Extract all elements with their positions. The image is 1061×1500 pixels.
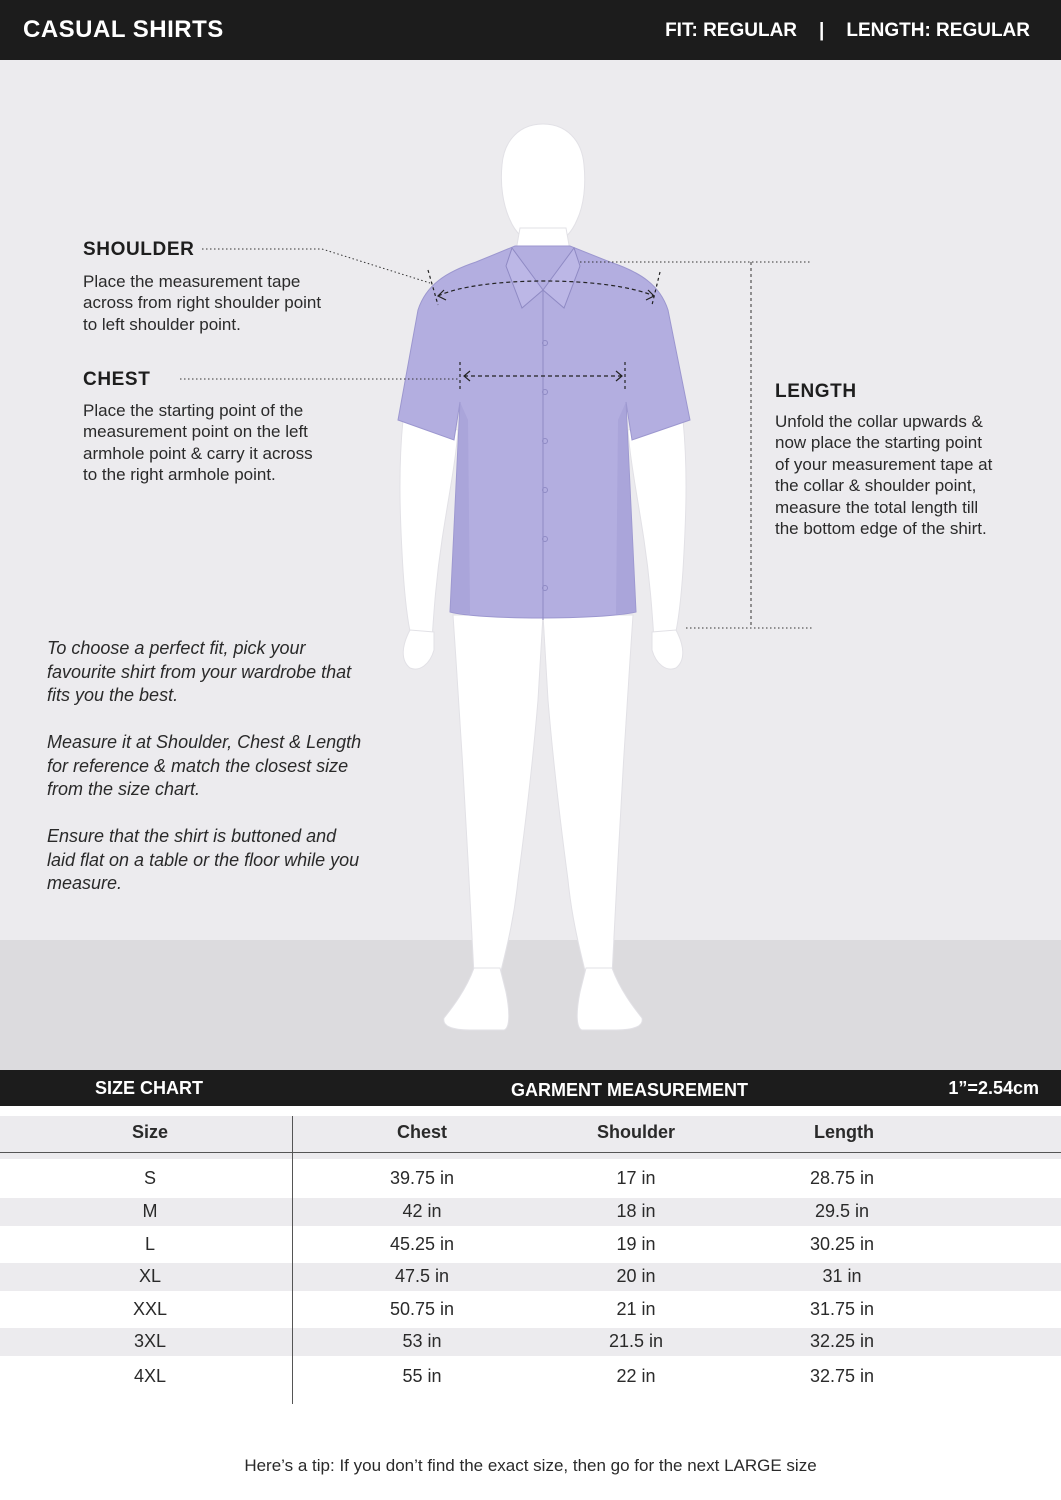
table-row <box>0 1263 1061 1291</box>
shoulder-line: Place the measurement tape <box>83 272 301 291</box>
cell-shoulder: 19 in <box>616 1234 656 1254</box>
guidance-line: fits you the best. <box>47 685 179 705</box>
cell-size: 4XL <box>133 1366 167 1386</box>
length-line: the collar & shoulder point, <box>775 476 977 496</box>
cell-length: 28.75 in <box>809 1168 875 1188</box>
cell-shoulder: 22 in <box>616 1366 656 1386</box>
chest-line: measurement point on the left <box>83 422 308 442</box>
cell-shoulder: 21.5 in <box>608 1331 664 1351</box>
length-line: of your measurement tape at <box>775 454 993 474</box>
cell-shoulder: 18 in <box>616 1201 656 1221</box>
conversion-label: 1”=2.54cm <box>948 1078 1039 1098</box>
cell-shoulder: 21 in <box>616 1299 656 1319</box>
length-line: now place the starting point <box>775 433 982 453</box>
chest-line: armhole point & carry it across <box>83 443 313 463</box>
column-header-length: Length <box>814 1122 874 1142</box>
cell-size: XL <box>138 1266 162 1286</box>
shoulder-line: across from right shoulder point <box>83 293 322 313</box>
cell-chest: 50.75 in <box>389 1299 455 1319</box>
table-row <box>0 1359 1061 1392</box>
chest-line: to the right armhole point. <box>83 465 276 485</box>
guidance-line: Measure it at Shoulder, Chest & Length <box>47 732 362 752</box>
cell-shoulder: 20 in <box>616 1266 656 1286</box>
cell-shoulder: 17 in <box>616 1168 656 1188</box>
cell-length: 32.25 in <box>809 1331 875 1351</box>
table-row <box>0 1161 1061 1194</box>
cell-chest: 45.25 in <box>389 1234 455 1254</box>
guidance-line: laid flat on a table or the floor while you <box>47 849 360 870</box>
cell-length: 31.75 in <box>809 1299 875 1319</box>
size-column-divider <box>292 1116 293 1404</box>
garment-measurement-label: GARMENT MEASUREMENT <box>511 1080 748 1100</box>
cell-size: 3XL <box>133 1331 167 1351</box>
size-chart-label: SIZE CHART <box>95 1078 203 1098</box>
guidance-line: To choose a perfect fit, pick your <box>47 638 306 658</box>
cell-chest: 47.5 in <box>394 1266 450 1286</box>
size-table <box>0 1106 1061 1500</box>
cell-chest: 42 in <box>402 1201 442 1221</box>
length-line: measure the total length till <box>775 497 979 517</box>
shoulder-heading: SHOULDER <box>83 239 195 260</box>
shoulder-line: to left shoulder point. <box>83 314 241 334</box>
cell-size: S <box>143 1168 157 1188</box>
shirt-icon <box>398 246 690 620</box>
guidance-line: favourite shirt from your wardrobe that <box>47 661 352 682</box>
page-title: CASUAL SHIRTS <box>23 16 224 43</box>
table-row <box>0 1328 1061 1356</box>
length-line: the bottom edge of the shirt. <box>775 519 987 539</box>
size-tip: Here’s a tip: If you don’t find the exact size, then go for the next LARGE size <box>244 1456 817 1475</box>
guidance-line: measure. <box>47 873 123 893</box>
header-divider <box>0 1152 1061 1153</box>
column-header-size: Size <box>131 1122 169 1142</box>
guidance-line: from the size chart. <box>47 779 201 799</box>
column-header-shoulder: Shoulder <box>596 1122 676 1142</box>
size-chart-header <box>0 1070 1061 1106</box>
guidance-paragraph-2 <box>47 731 417 802</box>
chest-line: Place the starting point of the <box>83 401 304 420</box>
length-label: LENGTH: REGULAR <box>846 20 1030 41</box>
cell-length: 31 in <box>822 1266 862 1286</box>
guidance-paragraph-1 <box>47 637 417 708</box>
cell-size: XXL <box>132 1299 168 1319</box>
chest-heading: CHEST <box>83 369 151 390</box>
length-heading: LENGTH <box>775 381 857 402</box>
fit-separator: | <box>819 20 825 41</box>
cell-chest: 53 in <box>402 1331 442 1351</box>
length-instructions <box>775 411 992 539</box>
guidance-paragraph-3 <box>47 825 417 896</box>
table-row <box>0 1198 1061 1226</box>
fit-label: FIT: REGULAR <box>665 20 798 41</box>
table-row <box>0 1227 1061 1260</box>
chest-instructions <box>83 400 313 486</box>
cell-chest: 55 in <box>402 1366 442 1386</box>
length-line: Unfold the collar upwards & <box>775 412 983 431</box>
table-row <box>0 1292 1061 1325</box>
guidance-line: Ensure that the shirt is buttoned and <box>47 826 337 846</box>
cell-length: 29.5 in <box>814 1201 870 1221</box>
cell-length: 32.75 in <box>809 1366 875 1386</box>
guidance-line: for reference & match the closest size <box>47 755 349 776</box>
shoulder-instructions <box>83 271 321 335</box>
cell-size: L <box>144 1234 156 1254</box>
cell-size: M <box>142 1201 158 1221</box>
column-header-chest: Chest <box>396 1122 448 1142</box>
cell-length: 30.25 in <box>809 1234 875 1254</box>
cell-chest: 39.75 in <box>389 1168 455 1188</box>
